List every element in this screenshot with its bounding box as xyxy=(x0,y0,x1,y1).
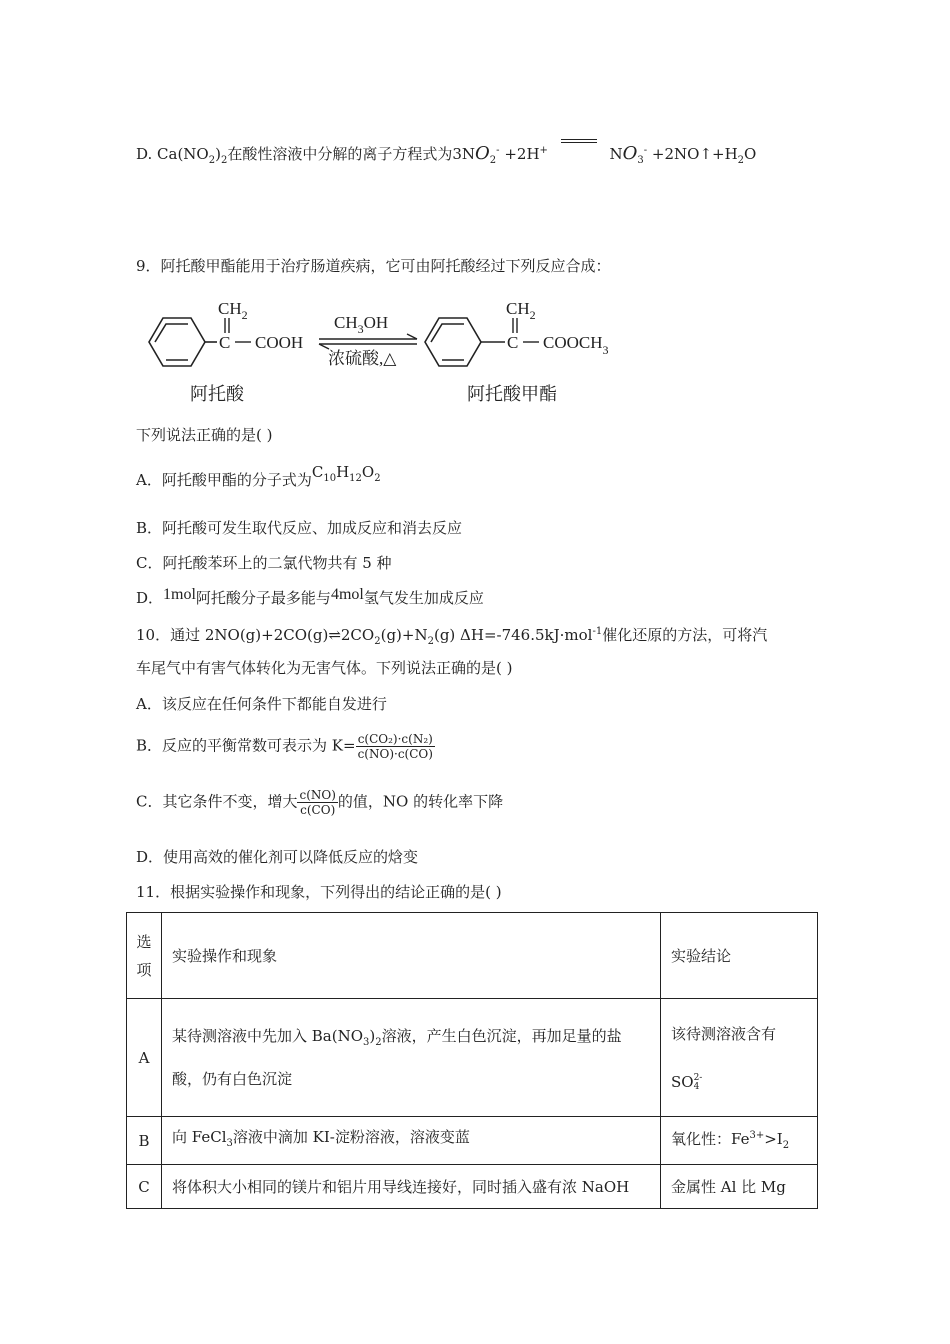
cooh-group: COOH xyxy=(255,333,304,352)
benzene-ring-right xyxy=(425,318,505,366)
q9-option-d: D．1mol阿托酸分子最多能与4mol氢气发生加成反应 xyxy=(136,586,484,607)
q11-stem: 11．根据实验操作和现象，下列得出的结论正确的是( ) xyxy=(136,883,502,901)
row-b-conclusion: 氧化性：$Fe^{3+}>I_2$ xyxy=(661,1117,818,1165)
row-b-operation: 向 FeCl$_3$溶液中滴加 KI-淀粉溶液，溶液变蓝 xyxy=(162,1117,661,1165)
benzene-ring-left xyxy=(149,318,217,366)
table-row xyxy=(127,1165,818,1209)
row-option-b: B xyxy=(127,1117,162,1165)
c-right: C xyxy=(507,333,519,352)
equal-sign-double-bar xyxy=(561,139,597,143)
forward-arrow-head xyxy=(407,334,417,339)
header-conclusion: 实验结论 xyxy=(661,913,818,999)
table-row xyxy=(127,1117,818,1165)
q9-option-c: C．阿托酸苯环上的二氯代物共有 5 种 xyxy=(136,554,392,572)
row-option-c: C xyxy=(127,1165,162,1209)
header-operation: 实验操作和现象 xyxy=(162,913,661,999)
header-option: 选 项 xyxy=(127,913,162,999)
ch2-left: $CH_2$ xyxy=(218,299,248,322)
q8-option-d: D. $Ca(NO_2)_2$在酸性溶液中分解的离子方程式为$3NO_2^- +2H^+$ $NO_3^-$ $+2NO↑+H_2O$ xyxy=(136,141,756,171)
table-header-row xyxy=(127,913,818,999)
q10-option-c: C．其它条件不变，增大 $\frac{c(NO)}{c(CO)}$ 的值，NO 的转化率下降 xyxy=(136,788,504,817)
q9-option-b: B．阿托酸可发生取代反应、加成反应和消去反应 xyxy=(136,519,463,537)
row-c-conclusion: 金属性 Al 比 Mg xyxy=(661,1165,818,1209)
q10-stem: 10．通过 $2NO(g)+2CO(g)\rightleftharpoons 2CO_2(g)+N_2(g)$ ΔH=-746.5kJ·mol$^{-1}$催化还原的方法，可将汽 xyxy=(136,626,768,647)
reagent-methanol: $CH_3OH$ xyxy=(334,313,389,336)
table-row xyxy=(127,999,818,1117)
cooch3-group: $COOCH_3$ xyxy=(543,333,609,357)
label-atropic-acid: 阿托酸 xyxy=(190,384,244,404)
concentration-ratio-fraction: $\frac{c(NO)}{c(CO)}$ xyxy=(299,788,336,817)
experiment-table xyxy=(126,912,818,1209)
row-c-operation: 将体积大小相同的镁片和铝片用导线连接好，同时插入盛有浓 NaOH xyxy=(162,1165,661,1209)
q10-option-a: A．该反应在任何条件下都能自发进行 xyxy=(136,695,387,713)
q9-option-a: A．阿托酸甲酯的分子式为$C_{10}H_{12}O_2$ xyxy=(136,463,381,489)
row-option-a: A xyxy=(127,999,162,1117)
q10-option-d: D．使用高效的催化剂可以降低反应的焓变 xyxy=(136,848,419,866)
ch2-right: $CH_2$ xyxy=(506,299,536,322)
q9-stem: 9．阿托酸甲酯能用于治疗肠道疾病，它可由阿托酸经过下列反应合成： xyxy=(136,257,611,275)
reaction-scheme xyxy=(135,298,635,410)
q9-question: 下列说法正确的是( ) xyxy=(136,426,273,444)
q10-stem-line2: 车尾气中有害气体转化为无害气体。下列说法正确的是( ) xyxy=(136,659,513,677)
row-a-operation: 某待测溶液中先加入 $Ba(NO_3)_2$溶液，产生白色沉淀，再加足量的盐 酸，仍有白色沉淀 xyxy=(162,999,661,1117)
reagent-sulfuric-acid: 浓硫酸,△ xyxy=(328,349,397,368)
q10-option-b: B．反应的平衡常数可表示为 K= $\frac{\text{c(CO₂)·c(N₂)}}{c(NO)\cdot c(CO)}$ xyxy=(136,732,433,761)
c-left: C xyxy=(219,333,231,352)
label-methyl-atropate: 阿托酸甲酯 xyxy=(467,384,557,404)
formula-c10h12o2: $C_{10}H_{12}O_2$ xyxy=(311,463,381,484)
row-a-conclusion: 该待测溶液含有 SO2- 4 xyxy=(661,999,818,1117)
equilibrium-constant-fraction: $\frac{\text{c(CO₂)·c(N₂)}}{c(NO)\cdot c(CO)}$ xyxy=(357,732,433,761)
